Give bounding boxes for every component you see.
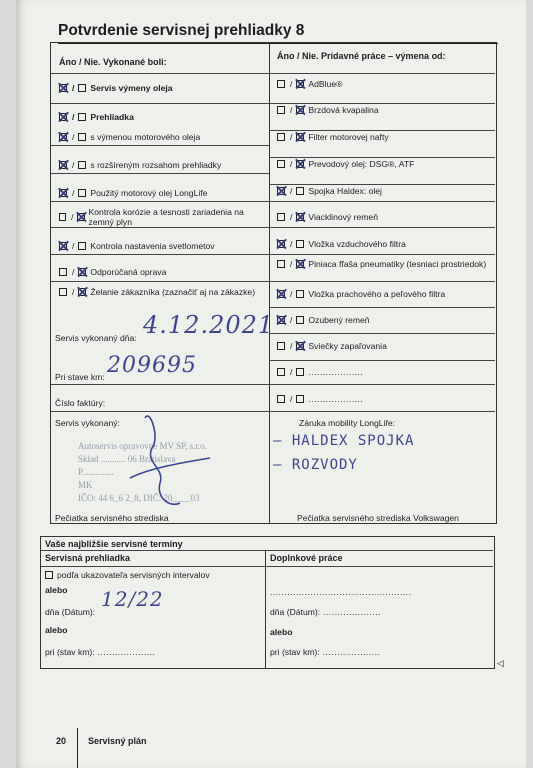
checkbox-no[interactable] [296,395,304,403]
checkbox-no[interactable] [296,106,304,114]
checkbox-yes[interactable] [277,290,285,298]
checkbox-no[interactable] [296,290,304,298]
item-inspection: / Prehliadka [59,112,134,122]
next-date-label: dňa (Dátum): [45,607,96,617]
performed-by-label: Servis vykonaný: [55,418,120,428]
checkbox-yes[interactable] [59,161,67,169]
interval-option: podľa ukazovateľa servisných intervalov [45,570,210,580]
checkbox-yes[interactable] [277,80,285,88]
next-right-header: Doplnkové práce [270,553,343,563]
checkbox-yes[interactable] [59,84,67,92]
next-km-label: pri (stav km): .................... [45,647,156,657]
next-left-header: Servisná prehliadka [45,553,131,563]
or-label-1: alebo [45,585,68,595]
checkbox-no[interactable] [296,187,304,195]
item-customer-request: / Želanie zákazníka (zaznačiť aj na zákazke) [59,287,259,297]
checkbox-no[interactable] [78,189,86,197]
item-oil-change: / s výmenou motorového oleja [59,132,200,142]
left-header: Áno / Nie. Vykonané boli: [59,57,167,67]
checkbox-yes[interactable] [59,113,67,121]
checkbox-no[interactable] [78,133,86,141]
checkbox-yes[interactable] [59,242,67,250]
checkbox-no[interactable] [78,242,86,250]
checkbox-no[interactable] [296,368,304,376]
item-diesel-filter: / Filter motorovej nafty [277,132,389,142]
checkbox-no[interactable] [78,84,86,92]
page-title: Potvrdenie servisnej prehliadky 8 [58,22,498,44]
footer-title: Servisný plán [88,736,147,746]
item-extended-inspection: / s rozšíreným rozsahom prehliadky [59,160,221,170]
checkbox-interval[interactable] [45,571,53,579]
item-oil-service: / Servis výmeny oleja [59,83,173,93]
checkbox-no[interactable] [296,316,304,324]
checkbox-no[interactable] [78,268,86,276]
checkbox-no[interactable] [78,161,86,169]
checkbox-yes[interactable] [277,160,285,168]
item-recommended-repair: / Odporúčaná oprava [59,267,166,277]
invoice-label: Číslo faktúry: [55,398,106,408]
checkbox-yes[interactable] [277,368,285,376]
signature [90,408,250,518]
checkbox-no[interactable] [296,342,304,350]
checkbox-yes[interactable] [59,133,67,141]
or-label-2: alebo [45,625,68,635]
checkbox-no[interactable] [78,288,86,296]
checkbox-no[interactable] [296,240,304,248]
item-tyre-sealant: / Piniaca fľaša pneumatiky (tesniaci prostriedok) [277,259,491,269]
checkbox-yes[interactable] [59,268,67,276]
service-date-label: Servis vykonaný dňa: [55,333,137,343]
checkbox-yes[interactable] [277,316,285,324]
checkbox-no[interactable] [296,260,304,268]
checkbox-no[interactable] [296,213,304,221]
checkbox-yes[interactable] [277,240,285,248]
item-headlight-check: / Kontrola nastavenia svetlometov [59,241,215,251]
item-adblue: / AdBlue® [277,79,342,89]
next-title: Vaše najbližšie servisné termíny [45,539,183,549]
checkbox-yes[interactable] [277,260,285,268]
item-pollen-filter: / Vložka prachového a peľového filtra [277,289,445,299]
checkbox-no[interactable] [296,80,304,88]
checkbox-yes[interactable] [277,187,285,195]
right-header: Áno / Nie. Prídavné práce – výmena od: [277,51,446,61]
item-haldex-oil: / Spojka Haldex: olej [277,186,382,196]
checkbox-yes[interactable] [277,213,285,221]
extra-km-label: pri (stav km): .................... [270,647,381,657]
column-divider [269,43,270,523]
checkbox-yes[interactable] [59,288,67,296]
item-blank-2: / ................... [277,394,363,404]
column-divider [265,551,266,668]
or-label-3: alebo [270,627,293,637]
mileage-value: 209695 [107,353,197,378]
footer-divider [77,728,78,768]
checkbox-no[interactable] [296,160,304,168]
handwritten-note-1: – HALDEX SPOJKA [273,433,415,449]
item-blank-1: / ................... [277,367,363,377]
checkbox-yes[interactable] [59,189,67,197]
checkbox-yes[interactable] [59,213,66,221]
page-number: 20 [56,736,67,746]
checkbox-no[interactable] [296,133,304,141]
item-longlife-oil: / Použitý motorový olej LongLife [59,188,207,198]
item-air-filter: / Vložka vzduchového filtra [277,239,406,249]
item-v-belt: / Viacklinový remeň [277,212,378,222]
checkbox-yes[interactable] [277,106,285,114]
item-timing-belt: / Ozubený remeň [277,315,370,325]
next-service-table [40,536,495,669]
checkbox-yes[interactable] [277,342,285,350]
workshop-stamp-label: Pečiatka servisného strediska [55,513,169,523]
vw-stamp-label: Pečiatka servisného strediska Volkswagen [297,513,459,523]
extra-work-line: ................................................. [270,587,412,597]
extra-date-label: dňa (Dátum): .................... [270,607,381,617]
item-spark-plugs: / Sviečky zapaľovania [277,341,387,351]
longlife-label: Záruka mobility LongLife: [299,418,396,428]
item-corrosion-check: / Kontrola korózie a tesnosti zariadenia na zemný plyn [59,207,259,227]
item-gear-oil: / Prevodový olej: DSG®, ATF [277,159,414,169]
workshop-stamp: Autoservis opravovne MV SP, s.r.o. Sklad ........... 06 Bratislava P.............. MK IČO: 44 6_6 2_8, DIČ: 20____03 [78,441,207,503]
service-date-value: 4.12.2021 [143,311,275,339]
next-date-value: 12/22 [101,587,164,611]
handwritten-note-2: – ROZVODY [273,457,358,473]
nav-arrow-icon[interactable]: ◁ [497,658,504,668]
mileage-label: Pri stave km: [55,372,105,382]
checkbox-yes[interactable] [277,395,285,403]
checkbox-no[interactable] [77,213,84,221]
checkbox-yes[interactable] [277,133,285,141]
item-brake-fluid: / Brzdová kvapalina [277,105,379,115]
checkbox-no[interactable] [78,113,86,121]
